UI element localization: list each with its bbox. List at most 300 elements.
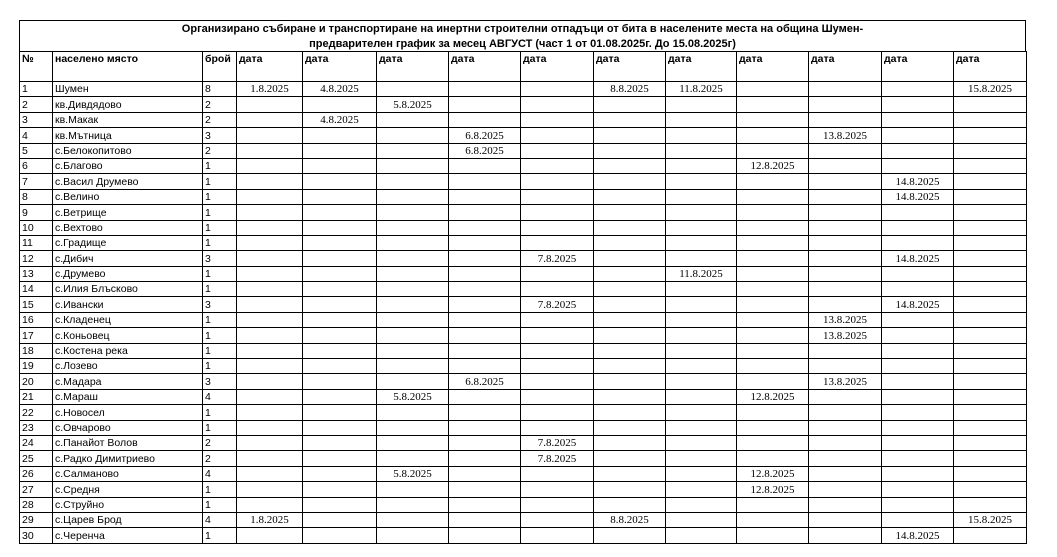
date-cell [882,82,954,97]
settlement-name-cell: с.Салманово [53,466,203,481]
date-cell [666,374,737,389]
settlement-name-cell: с.Васил Друмево [53,174,203,189]
row-number-cell: 10 [20,220,53,235]
date-cell [809,389,882,404]
date-cell [449,174,521,189]
table-row [20,282,1027,297]
date-cell [809,451,882,466]
settlement-name-cell: кв.Мътница [53,128,203,143]
date-cell [449,405,521,420]
date-cell [377,359,449,374]
count-cell: 1 [203,359,237,374]
date-cell: 8.8.2025 [594,512,666,527]
date-cell: 8.8.2025 [594,82,666,97]
date-cell [303,328,377,343]
date-cell [954,343,1027,358]
date-cell [377,189,449,204]
date-cell: 5.8.2025 [377,97,449,112]
date-cell: 12.8.2025 [737,466,809,481]
table-row [20,220,1027,235]
settlement-name-cell: с.Овчарово [53,420,203,435]
table-row [20,143,1027,158]
date-cell [594,266,666,281]
date-cell: 4.8.2025 [303,82,377,97]
date-cell [377,251,449,266]
date-cell [809,497,882,512]
date-cell [237,158,303,173]
date-cell [809,189,882,204]
date-cell [377,528,449,543]
date-cell [594,451,666,466]
date-cell [594,312,666,327]
date-cell [449,266,521,281]
date-cell [521,158,594,173]
date-cell [449,512,521,527]
date-cell [521,112,594,127]
row-number-cell: 1 [20,82,53,97]
date-cell [303,312,377,327]
date-cell: 15.8.2025 [954,512,1027,527]
table-row [20,512,1027,527]
date-cell [303,374,377,389]
date-cell [377,420,449,435]
date-cell [521,312,594,327]
date-cell [594,359,666,374]
row-number-cell: 12 [20,251,53,266]
count-cell: 3 [203,251,237,266]
count-cell: 1 [203,343,237,358]
column-header: дата [303,52,377,82]
table-row [20,128,1027,143]
date-cell [237,482,303,497]
date-cell [449,497,521,512]
date-cell [809,466,882,481]
date-cell [954,251,1027,266]
settlement-name-cell: с.Друмево [53,266,203,281]
date-cell: 6.8.2025 [449,374,521,389]
date-cell [666,97,737,112]
date-cell [737,312,809,327]
date-cell [954,112,1027,127]
date-cell [594,251,666,266]
table-row [20,205,1027,220]
date-cell [521,97,594,112]
count-cell: 1 [203,328,237,343]
date-cell: 15.8.2025 [954,82,1027,97]
date-cell [377,235,449,250]
settlement-name-cell: с.Костена река [53,343,203,358]
date-cell [666,466,737,481]
date-cell: 13.8.2025 [809,328,882,343]
row-number-cell: 4 [20,128,53,143]
count-cell: 1 [203,420,237,435]
date-cell [521,266,594,281]
date-cell [594,297,666,312]
count-cell: 3 [203,128,237,143]
row-number-cell: 5 [20,143,53,158]
count-cell: 1 [203,189,237,204]
date-cell [594,158,666,173]
table-row [20,420,1027,435]
date-cell [882,312,954,327]
settlement-name-cell: с.Царев Брод [53,512,203,527]
date-cell [449,220,521,235]
date-cell [521,235,594,250]
date-cell [666,205,737,220]
date-cell [594,343,666,358]
date-cell [377,174,449,189]
date-cell [237,97,303,112]
date-cell [809,97,882,112]
date-cell [377,312,449,327]
settlement-name-cell: с.Велино [53,189,203,204]
date-cell [449,189,521,204]
date-cell [882,112,954,127]
schedule-table [19,51,1027,544]
count-cell: 1 [203,312,237,327]
date-cell [303,297,377,312]
table-row [20,97,1027,112]
date-cell [809,482,882,497]
count-cell: 1 [203,405,237,420]
date-cell [594,405,666,420]
date-cell [303,343,377,358]
date-cell [737,112,809,127]
count-cell: 4 [203,512,237,527]
title-line-2: предварителен график за месец АВГУСТ (част 1 от 01.08.2025г. До 15.08.2025г) [309,38,736,50]
date-cell: 14.8.2025 [882,297,954,312]
date-cell [521,374,594,389]
date-cell [237,328,303,343]
date-cell [954,405,1027,420]
date-cell [377,205,449,220]
date-cell [449,205,521,220]
row-number-cell: 3 [20,112,53,127]
date-cell [666,328,737,343]
date-cell [237,266,303,281]
count-cell: 1 [203,497,237,512]
date-cell [594,374,666,389]
date-cell [377,297,449,312]
date-cell [237,189,303,204]
date-cell [882,97,954,112]
table-row [20,435,1027,450]
date-cell [666,189,737,204]
date-cell [954,97,1027,112]
date-cell [737,359,809,374]
date-cell [882,466,954,481]
date-cell [954,374,1027,389]
settlement-name-cell: с.Мадара [53,374,203,389]
date-cell [521,528,594,543]
date-cell [449,466,521,481]
settlement-name-cell: с.Вехтово [53,220,203,235]
date-cell [449,343,521,358]
row-number-cell: 11 [20,235,53,250]
count-cell: 2 [203,435,237,450]
count-cell: 1 [203,220,237,235]
date-cell [521,220,594,235]
date-cell [303,158,377,173]
date-cell [737,512,809,527]
date-cell [882,205,954,220]
date-cell [303,128,377,143]
date-cell [377,512,449,527]
table-row [20,374,1027,389]
date-cell [809,205,882,220]
date-cell [237,251,303,266]
row-number-cell: 8 [20,189,53,204]
settlement-name-cell: с.Струйно [53,497,203,512]
date-cell [954,328,1027,343]
date-cell [666,343,737,358]
settlement-name-cell: с.Радко Димитриево [53,451,203,466]
date-cell [521,482,594,497]
date-cell [882,128,954,143]
date-cell [303,189,377,204]
table-row [20,312,1027,327]
row-number-cell: 27 [20,482,53,497]
date-cell [449,328,521,343]
count-cell: 4 [203,466,237,481]
date-cell [882,405,954,420]
date-cell [666,143,737,158]
table-row [20,466,1027,481]
date-cell: 11.8.2025 [666,82,737,97]
date-cell [237,174,303,189]
date-cell [377,143,449,158]
date-cell [809,512,882,527]
table-row [20,451,1027,466]
date-cell [237,528,303,543]
date-cell [882,497,954,512]
date-cell [666,297,737,312]
settlement-name-cell: с.Градище [53,235,203,250]
date-cell [449,389,521,404]
date-cell [666,112,737,127]
date-cell [954,389,1027,404]
row-number-cell: 9 [20,205,53,220]
date-cell [449,235,521,250]
column-header: дата [521,52,594,82]
date-cell [594,528,666,543]
date-cell [954,435,1027,450]
date-cell [954,266,1027,281]
date-cell: 13.8.2025 [809,374,882,389]
settlement-name-cell: с.Средня [53,482,203,497]
row-number-cell: 19 [20,359,53,374]
date-cell [954,466,1027,481]
table-row [20,266,1027,281]
date-cell [237,420,303,435]
count-cell: 1 [203,528,237,543]
document-title [19,20,1026,51]
date-cell: 11.8.2025 [666,266,737,281]
date-cell [237,497,303,512]
count-cell: 1 [203,205,237,220]
count-cell: 1 [203,482,237,497]
date-cell [954,282,1027,297]
date-cell [809,405,882,420]
date-cell [594,143,666,158]
row-number-cell: 26 [20,466,53,481]
table-body [20,82,1027,544]
column-header: дата [809,52,882,82]
date-cell [737,374,809,389]
date-cell: 12.8.2025 [737,389,809,404]
date-cell [303,512,377,527]
date-cell [882,435,954,450]
date-cell [303,282,377,297]
column-header: дата [882,52,954,82]
date-cell [594,466,666,481]
date-cell [594,128,666,143]
date-cell [666,158,737,173]
date-cell [377,482,449,497]
table-row [20,405,1027,420]
date-cell [449,158,521,173]
count-cell: 1 [203,282,237,297]
table-row [20,158,1027,173]
date-cell [521,328,594,343]
settlement-name-cell: Шумен [53,82,203,97]
row-number-cell: 15 [20,297,53,312]
date-cell [809,112,882,127]
date-cell [449,482,521,497]
date-cell [377,328,449,343]
row-number-cell: 25 [20,451,53,466]
settlement-name-cell: с.Новосел [53,405,203,420]
date-cell [666,174,737,189]
date-cell [377,266,449,281]
date-cell [594,235,666,250]
row-number-cell: 14 [20,282,53,297]
date-cell [377,405,449,420]
column-header: дата [594,52,666,82]
date-cell [666,405,737,420]
table-row [20,112,1027,127]
date-cell [303,405,377,420]
date-cell [809,235,882,250]
date-cell [237,235,303,250]
date-cell [377,128,449,143]
date-cell [377,343,449,358]
date-cell [521,389,594,404]
date-cell [809,220,882,235]
date-cell [666,128,737,143]
settlement-name-cell: с.Благово [53,158,203,173]
date-cell [737,343,809,358]
date-cell [882,266,954,281]
date-cell [882,482,954,497]
date-cell [237,297,303,312]
date-cell: 5.8.2025 [377,466,449,481]
date-cell [303,235,377,250]
date-cell [666,251,737,266]
date-cell [303,359,377,374]
date-cell [809,143,882,158]
date-cell [882,389,954,404]
row-number-cell: 13 [20,266,53,281]
date-cell [737,405,809,420]
date-cell [666,359,737,374]
date-cell [594,420,666,435]
settlement-name-cell: с.Ветрище [53,205,203,220]
date-cell [666,312,737,327]
date-cell [237,143,303,158]
date-cell [594,389,666,404]
date-cell [809,528,882,543]
date-cell [521,82,594,97]
date-cell [737,143,809,158]
date-cell [954,420,1027,435]
date-cell [954,451,1027,466]
column-header: дата [449,52,521,82]
column-header: дата [377,52,449,82]
date-cell: 7.8.2025 [521,297,594,312]
date-cell [377,374,449,389]
date-cell [521,420,594,435]
date-cell [521,497,594,512]
date-cell [809,158,882,173]
date-cell [237,312,303,327]
settlement-name-cell: с.Ивански [53,297,203,312]
date-cell [666,482,737,497]
date-cell [237,359,303,374]
date-cell [521,405,594,420]
date-cell [449,420,521,435]
date-cell [737,251,809,266]
date-cell [809,343,882,358]
row-number-cell: 18 [20,343,53,358]
date-cell [237,220,303,235]
date-cell [449,528,521,543]
date-cell [521,174,594,189]
date-cell [809,82,882,97]
date-cell: 6.8.2025 [449,143,521,158]
table-row [20,343,1027,358]
table-row [20,497,1027,512]
date-cell [666,420,737,435]
date-cell [449,451,521,466]
date-cell [809,266,882,281]
date-cell [737,420,809,435]
row-number-cell: 29 [20,512,53,527]
settlement-name-cell: кв.Дивдядово [53,97,203,112]
date-cell [737,205,809,220]
count-cell: 3 [203,297,237,312]
date-cell [594,112,666,127]
date-cell [449,435,521,450]
date-cell [237,282,303,297]
date-cell [737,220,809,235]
date-cell [954,143,1027,158]
row-number-cell: 21 [20,389,53,404]
table-row [20,389,1027,404]
row-number-cell: 6 [20,158,53,173]
settlement-name-cell: с.Дибич [53,251,203,266]
date-cell [594,97,666,112]
date-cell [954,482,1027,497]
date-cell [809,420,882,435]
column-header: дата [954,52,1027,82]
date-cell [666,512,737,527]
date-cell [237,205,303,220]
settlement-name-cell: с.Кладенец [53,312,203,327]
date-cell [809,282,882,297]
date-cell [737,282,809,297]
date-cell [303,389,377,404]
